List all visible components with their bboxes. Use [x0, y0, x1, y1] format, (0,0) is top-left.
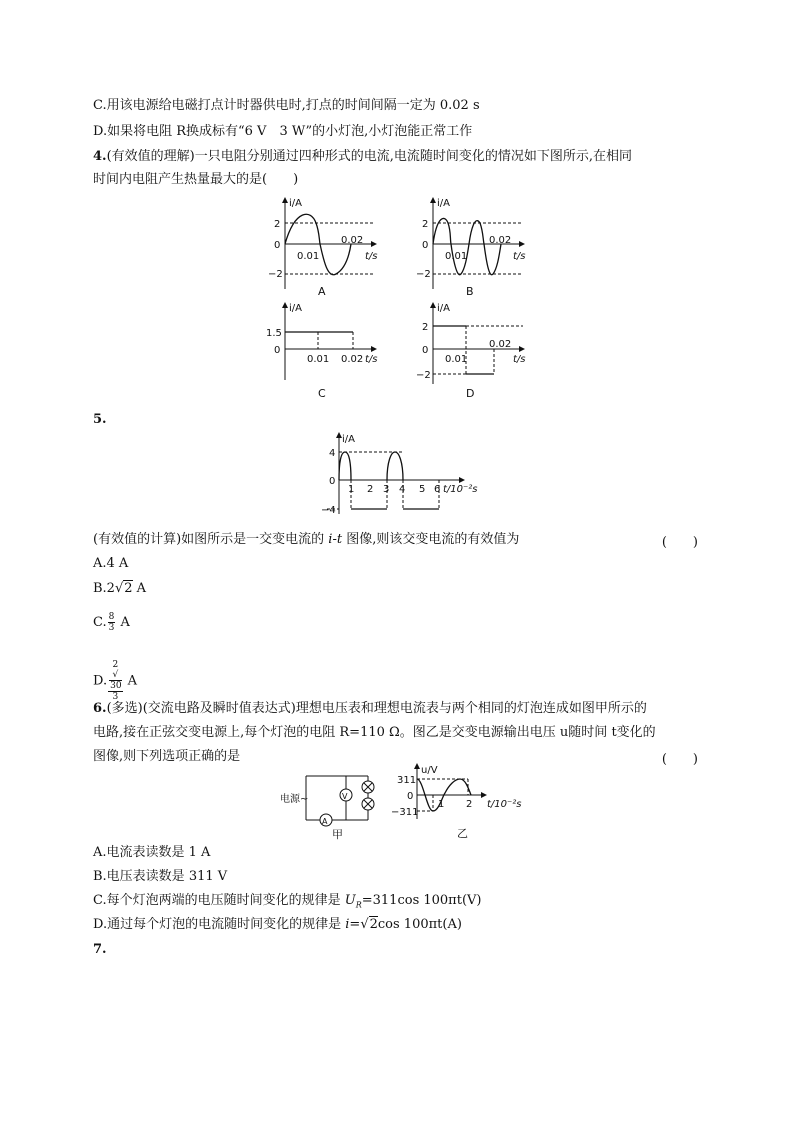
q5-option-b [93, 580, 146, 598]
tick-y-15: 1.5 [266, 328, 282, 339]
y-axis-label: i/A [342, 434, 355, 445]
q5-optc-pre: C. [93, 615, 107, 630]
q5-stem-b: 图像,则该交变电流的有效值为 [342, 532, 520, 547]
tick-x-002: 0.02 [489, 339, 512, 350]
tick-x-001: 0.01 [445, 251, 468, 262]
tick-x-3: 3 [383, 484, 390, 495]
tick-x-001: 0.01 [297, 251, 320, 262]
q4-graph-c [265, 302, 385, 400]
q5-optd-num-pre: 2 [112, 660, 119, 670]
q6-number: 6. [93, 701, 107, 716]
q6-optd-radicand: 2 [369, 917, 378, 932]
q6-graph-yi [393, 763, 523, 843]
q6-option-d [93, 916, 462, 934]
tick-y-neg2: −2 [268, 269, 283, 280]
source-label: 电源~ [280, 794, 309, 805]
q4-text1: (有效值的理解)一只电阻分别通过四种形式的电流,电流随时间变化的情况如下图所示,在相同 [106, 149, 632, 164]
tick-x-001: 0.01 [445, 354, 468, 365]
q6-option-b: B.电压表读数是 311 V [93, 869, 228, 884]
q4-stem-line2: 时间内电阻产生热量最大的是( ) [93, 172, 299, 187]
caption-yi: 乙 [457, 827, 468, 840]
tick-x-002: 0.02 [341, 235, 364, 246]
q6-circuit-jia [280, 768, 390, 840]
tick-y-neg2: −2 [416, 370, 431, 381]
q5-optb-unit: A [132, 581, 147, 596]
q5-optd-radicand: 30 [110, 681, 122, 691]
q6-optd-post: cos 100πt(A) [377, 917, 462, 932]
q5-optc-den: 3 [108, 623, 115, 633]
q5-optc-num: 8 [108, 612, 115, 622]
q6-optd-var: i [345, 917, 350, 932]
tick-y-neg2: −2 [416, 269, 431, 280]
caption-c: C [318, 387, 326, 400]
q5-option-c [93, 612, 130, 633]
tick-x-2: 2 [466, 799, 473, 810]
sqrt-sign: √ [360, 917, 369, 932]
caption-a: A [318, 285, 326, 298]
tick-x-4: 4 [399, 484, 406, 495]
tick-y-2: 2 [422, 219, 429, 230]
x-axis-label: t/s [365, 354, 378, 365]
tick-y-0: 0 [274, 345, 281, 356]
q4-graph-d [413, 302, 533, 400]
tick-y-0: 0 [329, 476, 336, 487]
tick-y-0: 0 [407, 791, 414, 802]
q6-option-c [93, 892, 481, 915]
caption-b: B [466, 285, 474, 298]
q5-optb-radicand: 2 [124, 581, 133, 596]
q5-stem-var: i-t [328, 532, 343, 547]
q3-option-c: C.用该电源给电磁打点计时器供电时,打点的时间间隔一定为 0.02 s [93, 98, 480, 113]
tick-y-4: 4 [329, 448, 336, 459]
q6-optd-eq: = [349, 917, 361, 932]
tick-y-0: 0 [422, 345, 429, 356]
tick-y-311: 311 [397, 775, 417, 786]
y-axis-label: i/A [289, 198, 302, 209]
q5-optb-pre: B.2 [93, 581, 115, 596]
q5-number: 5. [93, 412, 107, 427]
tick-x-001: 0.01 [307, 354, 330, 365]
q5-graph [323, 432, 483, 518]
q5-optd-num [108, 660, 122, 692]
q5-optc-fraction [108, 612, 116, 633]
tick-x-1: 1 [438, 799, 445, 810]
tick-y-0: 0 [422, 240, 429, 251]
q6-answer-paren: ( ) [661, 752, 698, 767]
q6-optc-post: =311cos 100πt(V) [361, 893, 482, 908]
q4-number: 4. [93, 149, 107, 164]
x-axis-label: t/10⁻²s [487, 799, 522, 810]
y-axis-label: i/A [437, 198, 450, 209]
tick-y-neg311: −311 [391, 807, 419, 818]
q5-stem [93, 531, 519, 549]
q3-option-d: D.如果将电阻 R换成标有“6 V 3 W”的小灯泡,小灯泡能正常工作 [93, 124, 473, 139]
voltmeter-label: V [342, 792, 348, 801]
x-axis-label: t/s [513, 354, 526, 365]
tick-x-1: 1 [348, 484, 355, 495]
q5-option-d [93, 660, 137, 702]
caption-d: D [466, 387, 475, 400]
q5-optd-pre: D. [93, 673, 108, 689]
q4-graph-b [413, 197, 533, 297]
q5-optc-unit: A [116, 615, 130, 630]
q6-stem-line3: 图像,则下列选项正确的是 [93, 749, 241, 764]
x-axis-label: t/s [365, 251, 378, 262]
tick-x-5: 5 [419, 484, 426, 495]
caption-jia: 甲 [332, 828, 343, 841]
x-axis-label: t/s [513, 251, 526, 262]
sqrt-sign: √ [112, 670, 119, 680]
tick-x-2: 2 [367, 484, 374, 495]
tick-y-2: 2 [274, 219, 281, 230]
q6-optc-pre: C.每个灯泡两端的电压随时间变化的规律是 [93, 893, 345, 908]
q6-option-a: A.电流表读数是 1 A [93, 845, 211, 860]
q6-stem-line1 [93, 700, 647, 718]
q4-graph-a [265, 197, 385, 297]
q5-optd-unit: A [123, 673, 138, 689]
y-axis-label: i/A [437, 303, 450, 314]
q5-option-a: A.4 A [93, 556, 129, 571]
q5-optd-den: 3 [112, 692, 119, 702]
y-axis-label: i/A [289, 303, 302, 314]
tick-y-2: 2 [422, 322, 429, 333]
sqrt-sign: √ [114, 581, 124, 596]
ammeter-label: A [322, 817, 328, 826]
q4-stem-line1 [93, 148, 632, 166]
q6-optc-var: U [344, 893, 356, 908]
tick-x-002: 0.02 [489, 235, 512, 246]
tick-y-0: 0 [274, 240, 281, 251]
q6-stem-line2: 电路,接在正弦交变电源上,每个灯泡的电阻 R=110 Ω。图乙是交变电源输出电压 u随时间 t变化的 [93, 725, 656, 740]
q5-stem-a: (有效值的计算)如图所示是一交变电流的 [93, 532, 329, 547]
q7-number: 7. [93, 942, 107, 957]
q5-optd-fraction [108, 660, 122, 702]
tick-y-neg4: −4 [321, 505, 336, 516]
q6-optc-sub: R [355, 900, 362, 910]
y-axis-label: u/V [421, 765, 438, 776]
tick-x-6: 6 [434, 484, 441, 495]
tick-x-002: 0.02 [341, 354, 364, 365]
q5-answer-paren: ( ) [661, 535, 698, 550]
q6-optd-pre: D.通过每个灯泡的电流随时间变化的规律是 [93, 917, 346, 932]
q6-text1: (多选)(交流电路及瞬时值表达式)理想电压表和理想电流表与两个相同的灯泡连成如图甲所示的 [106, 701, 647, 716]
x-axis-label: t/10⁻²s [443, 484, 478, 495]
